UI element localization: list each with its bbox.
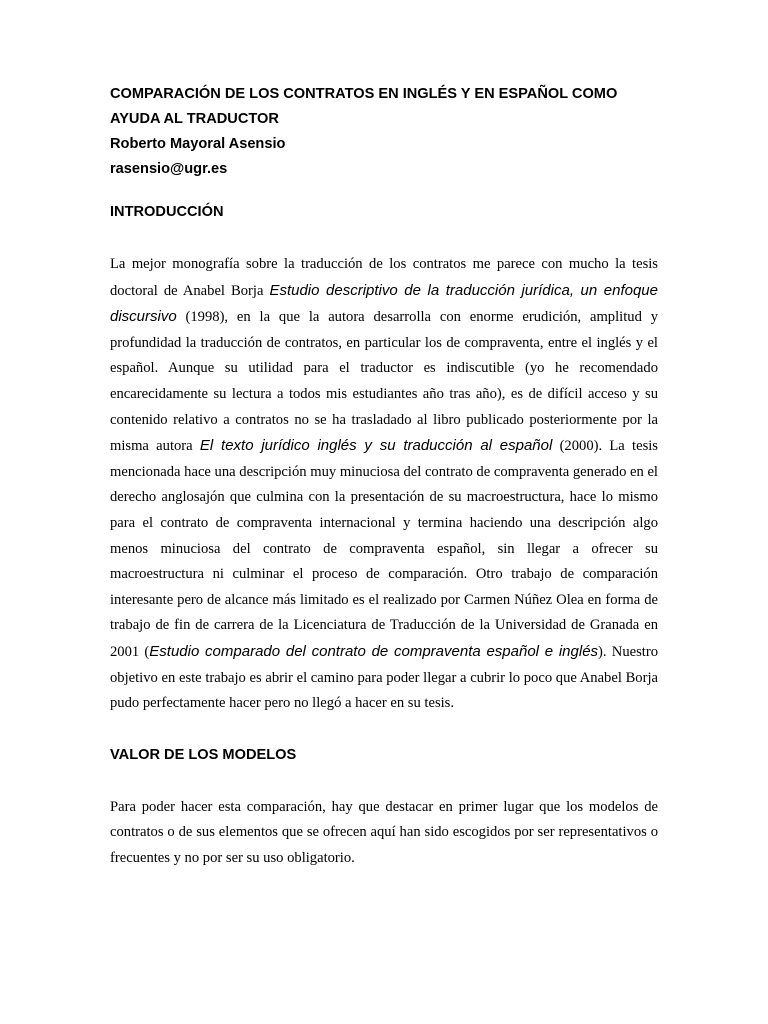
document-title-line-2: AYUDA AL TRADUCTOR [110,111,279,127]
paragraph-text: Para poder hacer esta comparación, hay que destacar en primer lugar que los modelos de contratos o de sus elementos que se ofrecen aquí han sido escogidos por ser representativos o frecuentes y no por ser su uso obligatorio. [110,798,658,866]
paragraph-text: (2000). La tesis mencionada hace una descripción muy minuciosa del contrato de compraventa generado en el derecho anglosajón que culmina con la presentación de su macroestructura, hace lo mismo para el contrato de compraventa internacional y termina haciendo una descripción algo menos minuciosa del contrato de compraventa español, sin llegar a ofrecer su macroestructura ni culminar el proceso de comparación. Otro trabajo de comparación interesante pero de alcance más limitado es el realizado por Carmen Núñez Olea en forma de trabajo de fin de carrera de la Licenciatura de Traducción de la Universidad de Granada en 2001 ( [110,438,658,660]
italic-citation-thesis-title: Estudio descriptivo de la traducción jurídica, un enfoque discursivo [110,281,658,326]
section-heading-valor-de-los-modelos: VALOR DE LOS MODELOS [110,746,297,763]
introduction-paragraph [110,252,658,717]
paragraph-text: (1998), en la que la autora desarrolla con enorme erudición, amplitud y profundidad la traducción de contratos, en particular los de compraventa, entre el inglés y el español. Aunque su utilidad para el traductor es indiscutible (yo he recomendado encarecidamente su lectura a todos mis estudiantes año tras año), es de difícil acceso y su contenido relativo a contratos no se ha trasladado al libro publicado posteriormente por la misma autora [110,309,658,455]
document-content [110,82,658,871]
author-name: Roberto Mayoral Asensio [110,136,286,152]
paragraph-text: ). Nuestro objetivo en este trabajo es abrir el camino para poder llegar a cubrir lo poco que Anabel Borja pudo perfectamente hacer pero no llegó a hacer en su tesis. [110,643,658,712]
valor-modelos-paragraph [110,795,658,872]
title-block [110,82,658,182]
italic-citation-study-title: Estudio comparado del contrato de compraventa español e inglés [149,642,599,660]
section-heading-introduccion: INTRODUCCIÓN [110,204,224,220]
document-title-line-1: COMPARACIÓN DE LOS CONTRATOS EN INGLÉS Y EN ESPAÑOL COMO [110,86,618,102]
paragraph-text: La mejor monografía sobre la traducción de los contratos me parece con mucho la tesis doctoral de Anabel Borja [110,256,658,299]
author-email: rasensio@ugr.es [110,161,228,177]
italic-citation-book-title: El texto jurídico inglés y su traducción al español [199,437,553,455]
